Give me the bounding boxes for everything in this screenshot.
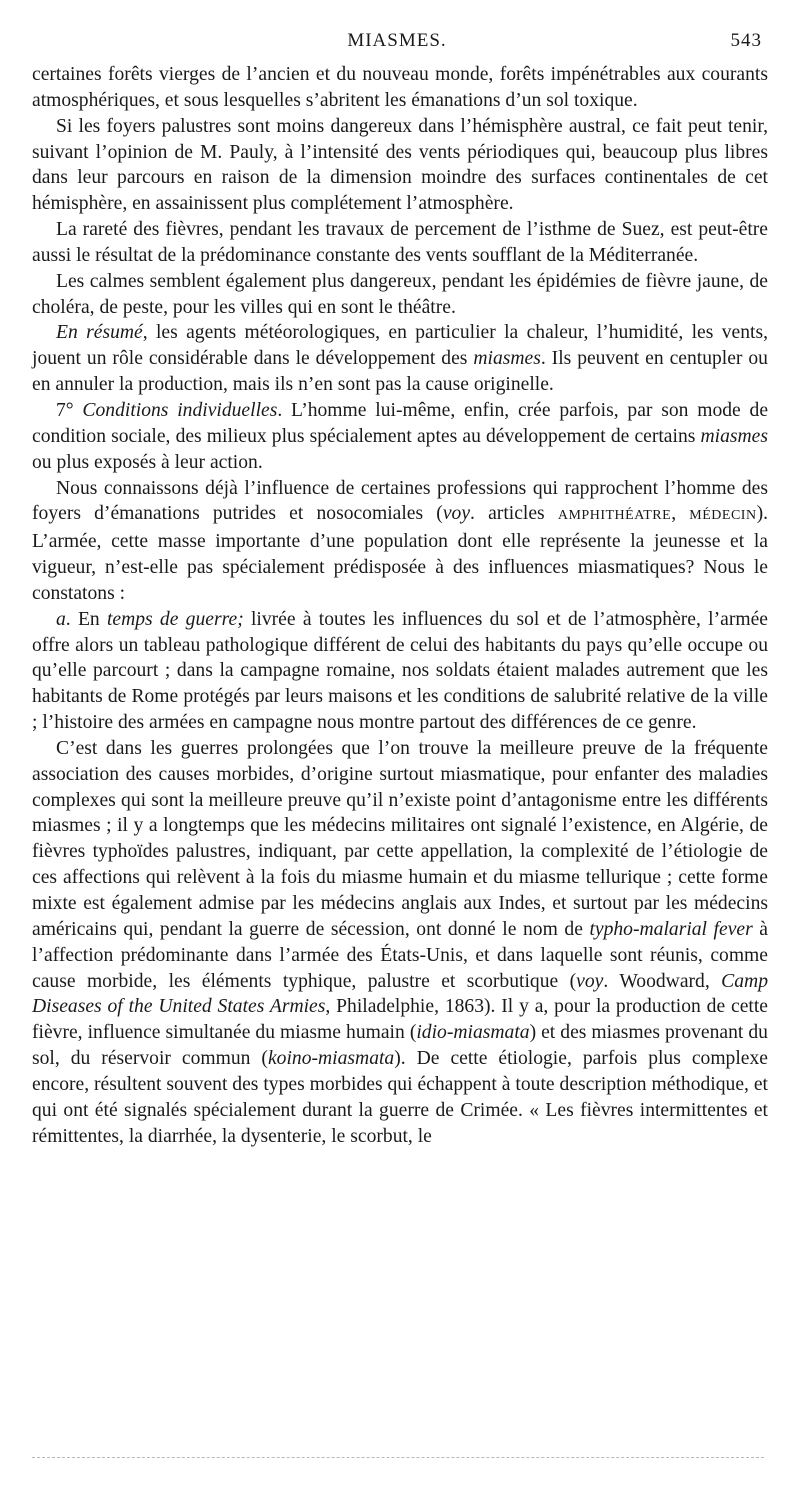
- text-run: ) et des miasmes provenant du sol, du réservoir commun (: [32, 1022, 768, 1070]
- italic-text: koino-miasmata: [267, 1048, 395, 1070]
- text-run: ou plus exposés à leur action.: [32, 451, 263, 473]
- italic-text: miasmes: [700, 425, 768, 447]
- text-run: livrée à toutes les influences du sol et de l’atmosphère, l’armée offre alors un tableau pathologique différent de celui des habitants du pays qu’elle occupe ou qu’elle parcourt ; dans la campagne romaine, nos soldats étaient malades autrement que les habitants de Rome protégés par leurs maisons et les conditions de salubrité relative de la ville ; l’histoire des armées en campagne nous montre partout des différences de ce genre.: [32, 608, 768, 734]
- paragraph: [32, 736, 768, 1150]
- text-run: . Ils peuvent en centupler ou en annuler la production, mais ils n’en sont pas la cause originelle.: [32, 348, 768, 396]
- text-run: certaines forêts vierges de l’ancien et du nouveau monde, forêts impénétrables aux courants atmosphériques, et sous lesquelles s’abritent les émanations d’un sol toxique.: [32, 64, 768, 111]
- italic-text: Camp Diseases of the United States Armies: [32, 970, 768, 1018]
- page-number: 543: [730, 30, 762, 51]
- text-run: . L’homme lui-même, enfin, crée parfois, par son mode de condition sociale, des milieux plus spécialement aptes au développement de certains: [32, 399, 769, 447]
- text-run: C’est dans les guerres prolongées que l’on trouve la meilleure preuve de la fréquente association des causes morbides, d’origine surtout miasmatique, pour enfanter des maladies complexes qui sont la meilleure preuve qu’il n’existe point d’antagonisme entre les différents miasmes ; il y a longtemps que les médecins militaires ont signalé l’existence, en Algérie, de fièvres typhoïdes palustres, indiquant, par cette appellation, la complexité de l’étiologie de ces affections qui relèvent à la fois du miasme humain et du miasme tellurique ; cette forme mixte est également admise par les médecins anglais aux Indes, et surtout par les médecins américains qui, pendant la guerre de sécession, ont donné le nom de: [32, 737, 768, 940]
- text-run: ,: [671, 503, 690, 525]
- italic-text: typho-malarial fever: [589, 918, 753, 940]
- italic-text: voy: [576, 970, 604, 992]
- text-run: , les agents météorologiques, en particulier la chaleur, l’humidité, les vents, jouent un rôle considérable dans le développement des: [32, 322, 768, 370]
- italic-text: miasmes: [473, 348, 541, 370]
- italic-text: Conditions individuelles: [82, 399, 278, 421]
- footer-rule: [32, 1457, 764, 1458]
- italic-text: temps de guerre;: [106, 608, 244, 630]
- text-run: . En: [65, 608, 107, 630]
- text-run: La rareté des fièvres, pendant les travaux de percement de l’isthme de Suez, est peut-être aussi le résultat de la prédominance constante des vents soufflant de la Méditerranée.: [32, 219, 768, 266]
- italic-text: voy: [442, 503, 471, 525]
- small-caps-text: AMPHITHÉATRE: [557, 508, 672, 524]
- running-head: [32, 30, 762, 54]
- text-run: Les calmes semblent également plus dangereux, pendant les épidémies de fièvre jaune, de choléra, de peste, pour les villes qui en sont le théâtre.: [32, 270, 768, 318]
- paragraph: [32, 320, 768, 398]
- text-run: 7°: [56, 399, 83, 421]
- small-caps-text: MÉDECIN: [689, 508, 757, 524]
- italic-text: En résumé: [56, 322, 143, 344]
- paragraph: [32, 217, 768, 269]
- text-run: ). L’armée, cette masse importante d’une population dont elle représente la jeunesse et la vigueur, n’est-elle pas spécialement prédisposée à des influences miasmatiques? Nous le constatons :: [32, 503, 768, 604]
- body-text: [32, 62, 768, 1149]
- text-run: , Philadelphie, 1863). Il y a, pour la production de cette fièvre, influence simultanée du miasme humain (: [32, 996, 768, 1044]
- paragraph: [32, 607, 768, 736]
- text-run: Si les foyers palustres sont moins dangereux dans l’hémisphère austral, ce fait peut tenir, suivant l’opinion de M. Pauly, à l’intensité des vents périodiques qui, beaucoup plus libres dans leur parcours en raison de la dimension moindre des surfaces continentales de cet hémisphère, en assainissent plus complétement l’atmosphère.: [32, 115, 768, 215]
- text-run: . articles: [470, 503, 558, 525]
- text-run: Nous connaissons déjà l’influence de certaines professions qui rapprochent l’homme des foyers d’émanations putrides et nosocomiales (: [32, 477, 768, 525]
- paragraph: [32, 398, 768, 476]
- italic-text: idio-miasmata: [416, 1022, 530, 1044]
- italic-text: a: [56, 608, 66, 630]
- text-run: ). De cette étiologie, parfois plus complexe encore, résultent souvent des types morbides qui échappent à toute description méthodique, et qui ont été signalés spécialement durant la guerre de Crimée. « Les fièvres intermittentes et rémittentes, la diarrhée, la dysenterie, le scorbut, le: [32, 1048, 768, 1147]
- paragraph: [32, 269, 768, 321]
- paragraph: [32, 62, 768, 114]
- paragraph: [32, 476, 768, 607]
- paragraph: [32, 114, 768, 217]
- running-title: MIASMES.: [347, 30, 447, 51]
- text-run: à l’affection prédominante dans l’armée des États-Unis, et dans laquelle sont réunis, comme cause morbide, les éléments typhique, palustre et scorbutique (: [32, 918, 768, 992]
- text-run: . Woodward,: [603, 970, 722, 992]
